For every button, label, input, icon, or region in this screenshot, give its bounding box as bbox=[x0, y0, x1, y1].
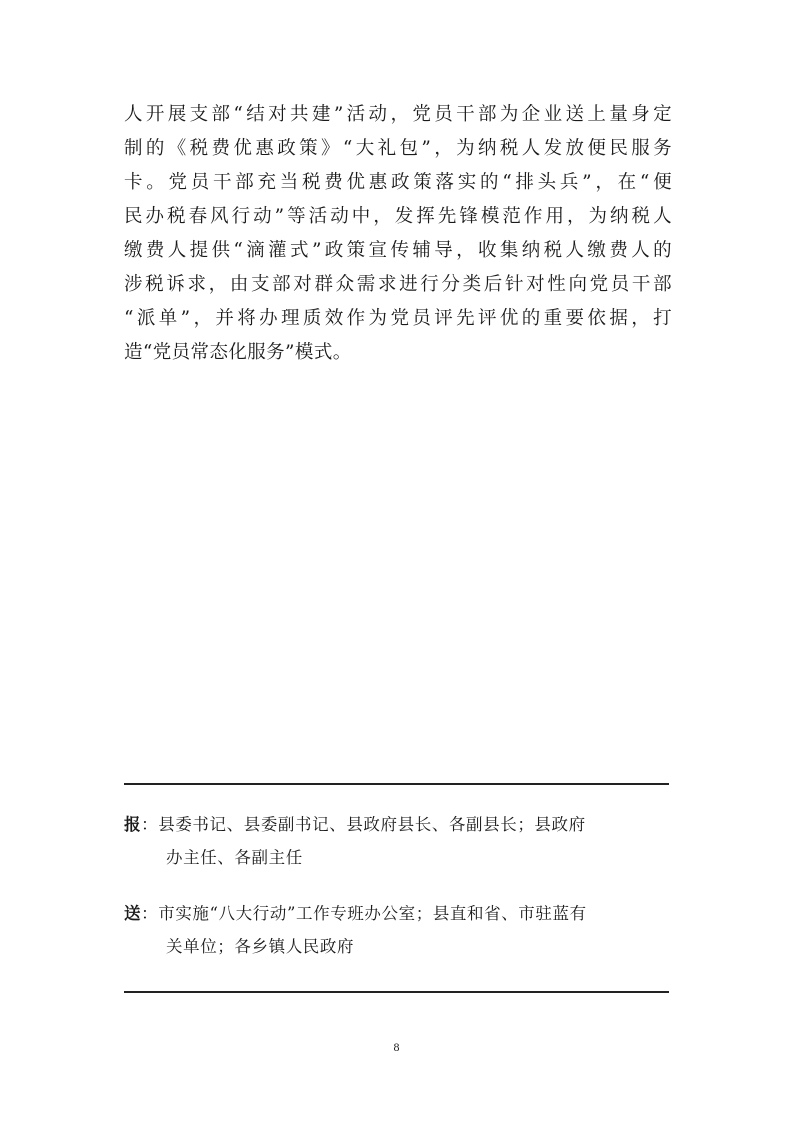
body-paragraph bbox=[124, 98, 672, 370]
body-line: 卡。党员干部充当税费优惠政策落实的“排头兵”，在“便 bbox=[124, 172, 672, 193]
send-to-recipients: 市实施“八大行动”工作专班办公室；县直和省、市驻蓝有 bbox=[158, 904, 587, 923]
send-to-line-1 bbox=[124, 897, 672, 930]
divider-top bbox=[124, 783, 669, 785]
page-number: 8 bbox=[393, 1040, 400, 1054]
send-to-separator: ： bbox=[141, 904, 159, 923]
body-line: 涉税诉求，由支部对群众需求进行分类后针对性向党员干部 bbox=[124, 274, 672, 295]
report-to-separator: ： bbox=[141, 815, 159, 834]
body-line: “派单”，并将办理质效作为党员评先评优的重要依据，打 bbox=[124, 308, 672, 329]
body-line: 造“党员常态化服务”模式。 bbox=[124, 342, 352, 363]
send-to-label: 送 bbox=[124, 904, 142, 923]
body-line: 缴费人提供“滴灌式”政策宣传辅导，收集纳税人缴费人的 bbox=[124, 240, 672, 261]
body-line: 民办税春风行动”等活动中，发挥先锋模范作用，为纳税人 bbox=[124, 206, 672, 227]
report-to-section bbox=[124, 808, 672, 874]
divider-bottom bbox=[124, 991, 669, 993]
body-line: 制的《税费优惠政策》“大礼包”，为纳税人发放便民服务 bbox=[124, 138, 672, 159]
send-to-section bbox=[124, 897, 672, 963]
report-to-label: 报 bbox=[124, 815, 142, 834]
body-line: 人开展支部“结对共建”活动，党员干部为企业送上量身定 bbox=[124, 104, 672, 125]
send-to-line-2: 关单位；各乡镇人民政府 bbox=[166, 937, 355, 956]
report-to-line-1 bbox=[124, 808, 672, 841]
report-to-recipients: 县委书记、县委副书记、县政府县长、各副县长；县政府 bbox=[158, 815, 586, 834]
report-to-line-2: 办主任、各副主任 bbox=[166, 848, 303, 867]
